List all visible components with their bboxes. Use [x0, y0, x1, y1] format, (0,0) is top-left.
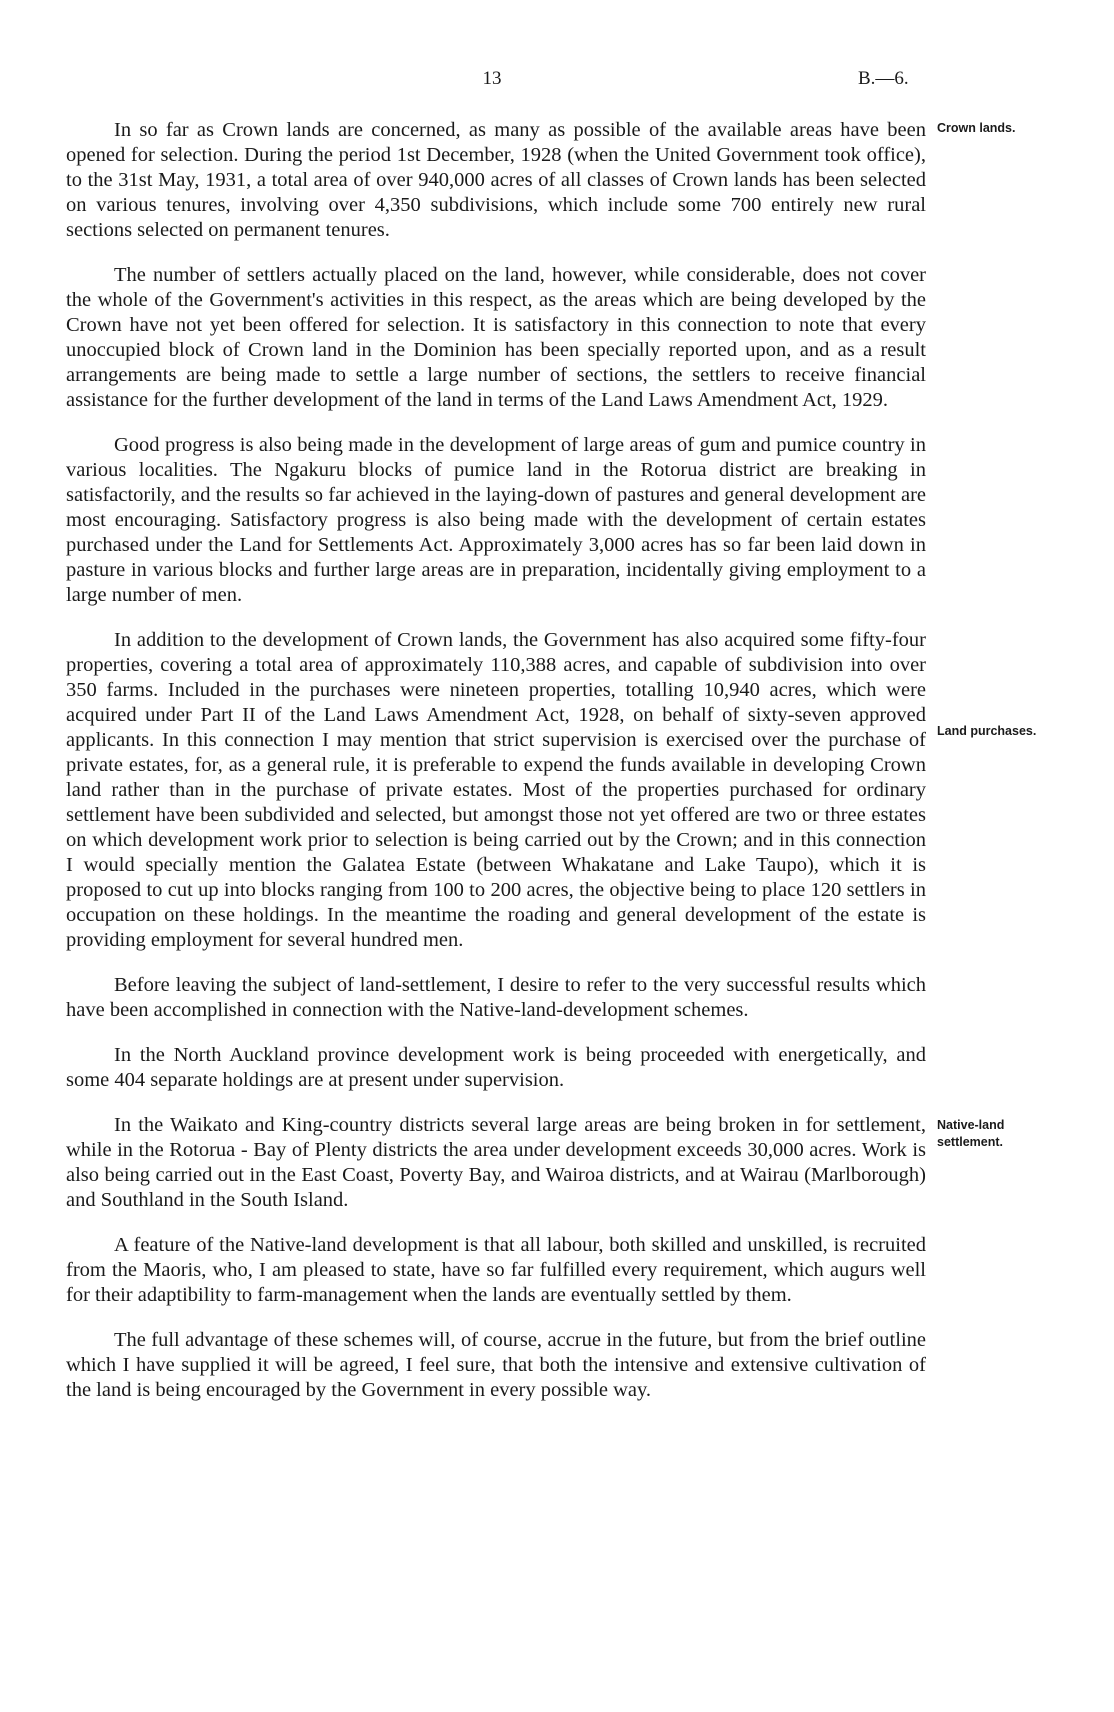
- paragraph-crown-lands: In so far as Crown lands are concerned, as many as possible of the available areas have been opened for selection. During the period 1st December, 1928 (when the United Government took office), to the 31st May, 1931, a total area of over 940,000 acres of all classes of Crown lands has been selected on various tenures, involving over 4,350 subdivisions, which include some 700 entirely new rural sections selected on permanent tenures.: [66, 119, 926, 241]
- margin-note-crown-lands: Crown lands.: [937, 121, 1016, 135]
- paragraph-north-auckland: In the North Auckland province development work is being proceeded with energetically, and some 404 separate holdings are at present under supervision.: [66, 1044, 926, 1091]
- paragraph-gum-pumice: Good progress is also being made in the development of large areas of gum and pumice country in various localities. The Ngakuru blocks of pumice land in the Rotorua district are breaking in satisfactorily, and the results so far achieved in the laying-down of pastures and general development are most encouraging. Satisfactory progress is also being made with the development of certain estates purchased under the Land for Settlements Act. Approximately 3,000 acres has so far been laid down in pasture in various blocks and further large areas are in preparation, incidentally giving employment to a large number of men.: [66, 434, 926, 606]
- paragraph-waikato: In the Waikato and King-country districts several large areas are being broken in for settlement, while in the Rotorua - Bay of Plenty districts the area under development exceeds 30,000 acres. Work is also being carried out in the East Coast, Poverty Bay, and Wairoa districts, and at Wairau (Marlborough) and Southland in the South Island.: [66, 1114, 926, 1211]
- paragraph-maori-labour: A feature of the Native-land development is that all labour, both skilled and unskilled, is recruited from the Maoris, who, I am pleased to state, have so far fulfilled every requirement, which augurs well for their adaptibility to farm-management when the lands are eventually settled by them.: [66, 1234, 926, 1306]
- margin-note-native-land-settlement: Native-land settlement.: [937, 1118, 1005, 1149]
- paragraph-land-purchases: In addition to the development of Crown lands, the Government has also acquired some fifty-four properties, covering a total area of approximately 110,388 acres, and capable of subdivision into over 350 farms. Included in the purchases were nineteen properties, totalling 10,940 acres, which were acquired under Part II of the Land Laws Amendment Act, 1928, on behalf of sixty-seven approved applicants. In this connection I may mention that strict supervision is exercised over the purchase of private estates, for, as a general rule, it is preferable to expend the funds available in developing Crown land rather than in the purchase of private estates. Most of the properties purchased for ordinary settlement have been subdivided and selected, but amongst those not yet offered are two or three estates on which development work prior to selection is being carried out by the Crown; and in this connection I would specially mention the Galatea Estate (between Whakatane and Lake Taupo), which it is proposed to cut up into blocks ranging from 100 to 200 acres, the objective being to place 120 settlers in occupation on these holdings. In the meantime the roading and general development of the estate is providing employment for several hundred men.: [66, 629, 926, 951]
- document-reference: B.—6.: [858, 68, 909, 89]
- paragraph-native-land-intro: Before leaving the subject of land-settlement, I desire to refer to the very successful results which have been accomplished in connection with the Native-land-development schemes.: [66, 974, 926, 1021]
- paragraph-settlers: The number of settlers actually placed on the land, however, while considerable, does not cover the whole of the Government's activities in this respect, as the areas which are being developed by the Crown have not yet been offered for selection. It is satisfactory in this connection to note that every unoccupied block of Crown land in the Dominion has been specially reported upon, and as a result arrangements are being made to settle a large number of sections, the settlers to receive financial assistance for the further development of the land in terms of the Land Laws Amendment Act, 1929.: [66, 264, 926, 411]
- page-number: 13: [482, 68, 502, 89]
- margin-note-land-purchases: Land purchases.: [937, 724, 1037, 738]
- paragraph-conclusion: The full advantage of these schemes will, of course, accrue in the future, but from the brief outline which I have supplied it will be agreed, I feel sure, that both the intensive and extensive cultivation of the land is being encouraged by the Government in every possible way.: [66, 1329, 926, 1401]
- body-text: [66, 118, 926, 1423]
